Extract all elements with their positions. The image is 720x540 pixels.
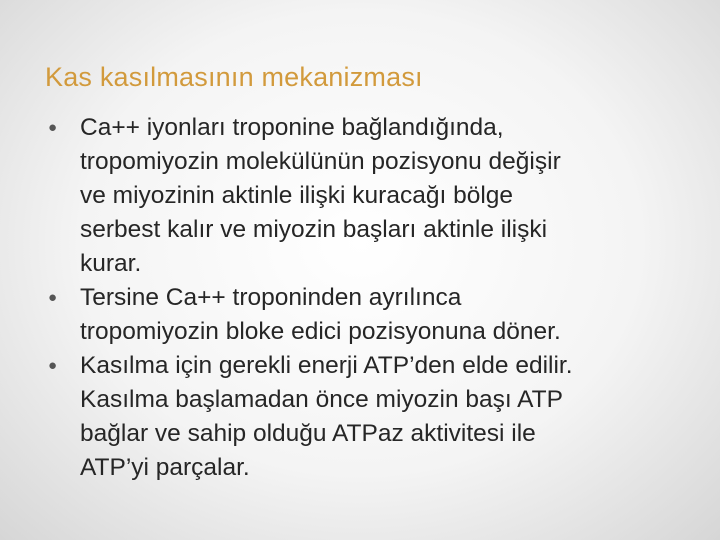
bullet-line: ATP’yi parçalar. [80,454,250,481]
bullet-item [48,281,708,349]
bullet-icon: ● [48,357,58,374]
bullet-icon: ● [48,289,58,306]
bullet-line: Kasılma için gerekli enerji ATP’den elde edilir. [80,352,573,379]
bullet-line: Kasılma başlamadan önce miyozin başı ATP [80,386,563,413]
bullet-list [48,111,708,485]
slide-title: Kas kasılmasının mekanizması [45,62,423,92]
bullet-line: kurar. [80,250,142,277]
bullet-line: tropomiyozin bloke edici pozisyonuna döner. [80,318,561,345]
bullet-line: serbest kalır ve miyozin başları aktinle ilişki [80,216,548,243]
bullet-item [48,349,708,485]
bullet-line: ve miyozinin aktinle ilişki kuracağı bölge [80,182,514,209]
bullet-line: bağlar ve sahip olduğu ATPaz aktivitesi ile [80,420,536,447]
bullet-icon: ● [48,119,58,136]
bullet-item [48,111,708,281]
bullet-line: tropomiyozin molekülünün pozisyonu değişir [80,148,561,175]
bullet-line: Ca++ iyonları troponine bağlandığında, [80,114,504,141]
bullet-line: Tersine Ca++ troponinden ayrılınca [80,284,462,311]
